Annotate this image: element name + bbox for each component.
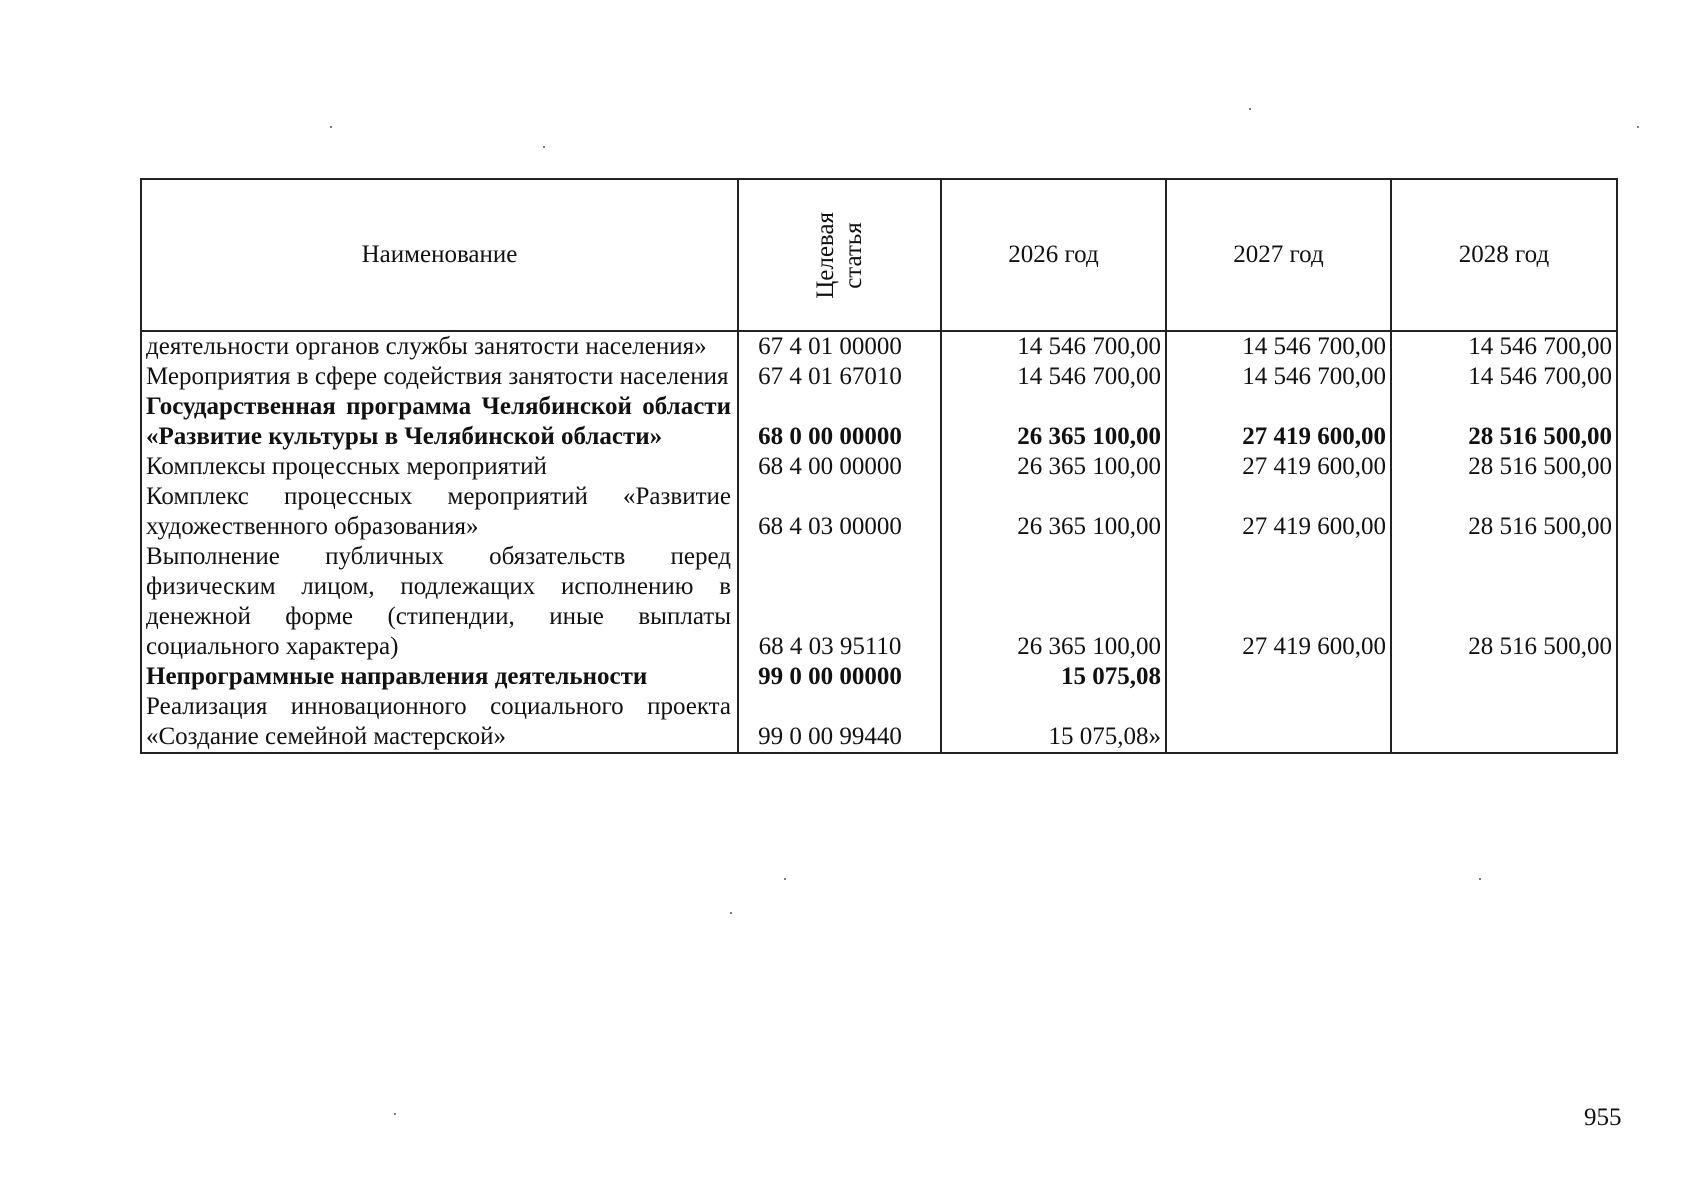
row-amount-2028 <box>1391 662 1617 692</box>
row-name: Комплекс процессных мероприятий «Развитие художественного образования» <box>141 482 738 542</box>
row-name: Выполнение публичных обязательств перед физическим лицом, подлежащих исполнению в денежной форме (стипендии, иные выплаты социального характера) <box>141 542 738 662</box>
scan-speck <box>394 1113 396 1115</box>
row-amount-2028: 14 546 700,00 <box>1391 331 1617 362</box>
row-amount-2028 <box>1391 692 1617 753</box>
row-amount-2026: 15 075,08 <box>941 662 1166 692</box>
header-code-label: Целевая статья <box>811 211 867 299</box>
scan-speck <box>1637 126 1639 128</box>
table-row <box>141 692 1617 753</box>
table-row <box>141 662 1617 692</box>
row-amount-2027 <box>1166 662 1391 692</box>
row-amount-2028: 14 546 700,00 <box>1391 362 1617 392</box>
row-code: 67 4 01 00000 <box>738 331 941 362</box>
header-2026: 2026 год <box>941 179 1166 331</box>
row-amount-2026: 26 365 100,00 <box>941 542 1166 662</box>
row-amount-2027: 14 546 700,00 <box>1166 362 1391 392</box>
table-row <box>141 362 1617 392</box>
scan-speck <box>1249 108 1251 110</box>
header-2027: 2027 год <box>1166 179 1391 331</box>
row-amount-2028: 28 516 500,00 <box>1391 392 1617 452</box>
row-code: 68 0 00 00000 <box>738 392 941 452</box>
row-name: Комплексы процессных мероприятий <box>141 452 738 482</box>
row-amount-2028: 28 516 500,00 <box>1391 542 1617 662</box>
row-amount-2026: 26 365 100,00 <box>941 452 1166 482</box>
table-header-row <box>141 179 1617 331</box>
row-amount-2026: 14 546 700,00 <box>941 362 1166 392</box>
page-number: 955 <box>1584 1104 1622 1131</box>
row-amount-2027: 27 419 600,00 <box>1166 452 1391 482</box>
table-row <box>141 542 1617 662</box>
scan-speck <box>543 146 545 148</box>
row-name: Непрограммные направления деятельности <box>141 662 738 692</box>
row-amount-2028: 28 516 500,00 <box>1391 452 1617 482</box>
row-code: 68 4 00 00000 <box>738 452 941 482</box>
header-code <box>738 179 941 331</box>
row-name: Мероприятия в сфере содействия занятости населения <box>141 362 738 392</box>
row-amount-2026: 26 365 100,00 <box>941 482 1166 542</box>
row-amount-2027: 14 546 700,00 <box>1166 331 1391 362</box>
scan-speck <box>1479 878 1481 880</box>
row-amount-2026: 15 075,08» <box>941 692 1166 753</box>
header-name: Наименование <box>141 179 738 331</box>
row-code: 68 4 03 95110 <box>738 542 941 662</box>
table-row <box>141 331 1617 362</box>
row-amount-2027: 27 419 600,00 <box>1166 392 1391 452</box>
scan-speck <box>784 878 786 880</box>
row-code: 67 4 01 67010 <box>738 362 941 392</box>
row-code: 99 0 00 99440 <box>738 692 941 753</box>
table-row <box>141 452 1617 482</box>
row-amount-2027: 27 419 600,00 <box>1166 542 1391 662</box>
table-row <box>141 482 1617 542</box>
row-amount-2026: 14 546 700,00 <box>941 331 1166 362</box>
row-amount-2027 <box>1166 692 1391 753</box>
row-amount-2028: 28 516 500,00 <box>1391 482 1617 542</box>
table-row <box>141 392 1617 452</box>
scan-speck <box>730 912 732 914</box>
row-code: 99 0 00 00000 <box>738 662 941 692</box>
row-name: Государственная программа Челябинской области «Развитие культуры в Челябинской области» <box>141 392 738 452</box>
row-amount-2026: 26 365 100,00 <box>941 392 1166 452</box>
row-amount-2027: 27 419 600,00 <box>1166 482 1391 542</box>
row-code: 68 4 03 00000 <box>738 482 941 542</box>
scan-speck <box>330 126 332 128</box>
budget-table <box>140 178 1618 754</box>
row-name: деятельности органов службы занятости населения» <box>141 331 738 362</box>
header-2028: 2028 год <box>1391 179 1617 331</box>
row-name: Реализация инновационного социального проекта «Создание семейной мастерской» <box>141 692 738 753</box>
